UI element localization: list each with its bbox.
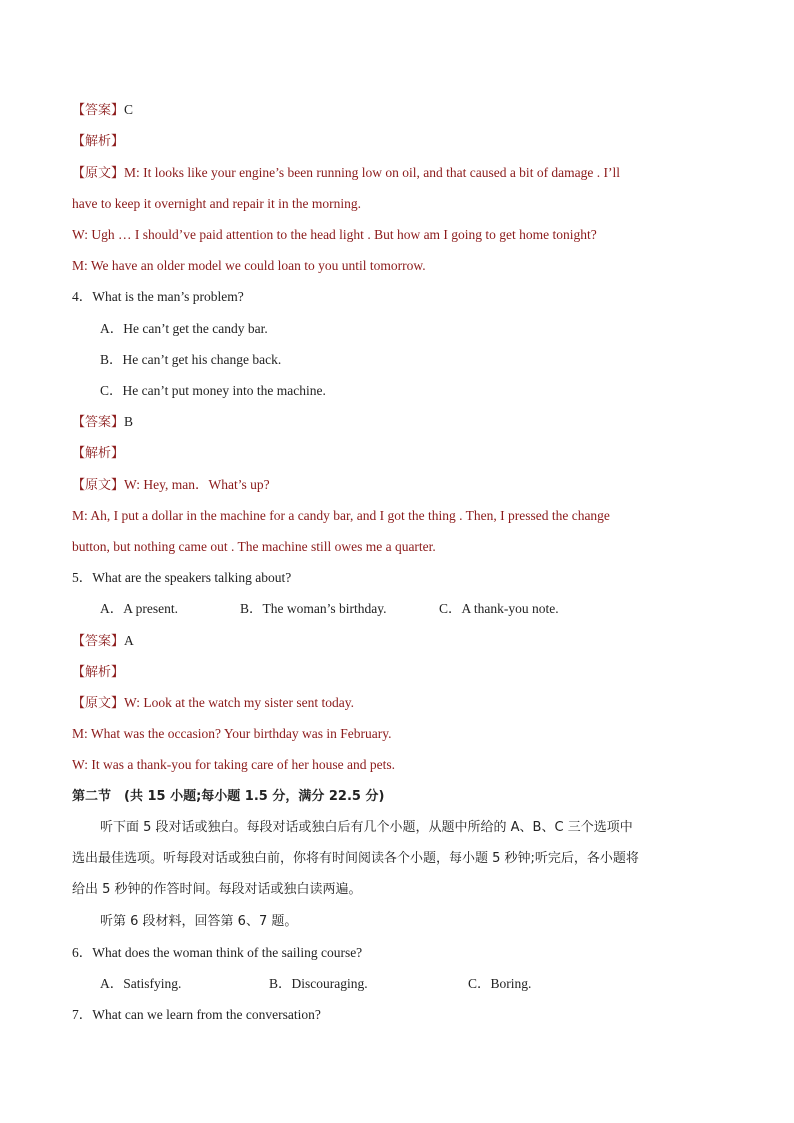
original-tag: 【原文】: [72, 478, 125, 493]
q5-transcript-line-1: [72, 694, 682, 713]
q5-options: [100, 600, 710, 618]
q5-option-b: B．The woman’s birthday.: [240, 601, 387, 616]
q5-analysis-line: [72, 663, 682, 682]
section-instructions-3: 给出 5 秒钟的作答时间。每段对话或独白读两遍。: [72, 882, 362, 897]
q7-question: 7．What can we learn from the conversation?: [72, 1007, 321, 1022]
q3-transcript-line-4: M: We have an older model we could loan to you until tomorrow.: [72, 258, 426, 273]
q4-transcript-line-2: M: Ah, I put a dollar in the machine for a candy bar, and I got the thing . Then, I pressed the change: [72, 508, 610, 523]
section-instructions-1: 听下面 5 段对话或独白。每段对话或独白后有几个小题，从题中所给的 A、B、C 三个选项中: [100, 820, 633, 835]
analysis-tag: 【解析】: [72, 446, 125, 461]
q3-transcript-line-3: W: Ugh … I should’ve paid attention to the head light . But how am I going to get home tonight?: [72, 227, 597, 242]
transcript-text: M: It looks like your engine’s been running low on oil, and that caused a bit of damage . I’ll: [124, 165, 621, 180]
q5-answer-line: [72, 632, 682, 651]
section-instructions-2: 选出最佳选项。听每段对话或独白前，你将有时间阅读各个小题，每小题 5 秒钟;听完后，各小题将: [72, 851, 639, 866]
q4-option-a: A．He can’t get the candy bar.: [100, 321, 268, 336]
q6-option-a: A．Satisfying.: [100, 976, 182, 991]
transcript-text: W: Hey, man．What’s up?: [124, 477, 270, 492]
q4-answer-line: [72, 413, 682, 432]
q4-question: 4．What is the man’s problem?: [72, 289, 244, 304]
q6-option-b: B．Discouraging.: [269, 976, 368, 991]
q6-options: [100, 975, 710, 993]
analysis-tag: 【解析】: [72, 665, 125, 680]
q3-answer-line: [72, 101, 682, 120]
q5-transcript-line-3: W: It was a thank-you for taking care of her house and pets.: [72, 757, 396, 772]
q4-analysis-line: [72, 444, 682, 463]
answer-value: A: [124, 633, 134, 648]
material-note: 听第 6 段材料，回答第 6、7 题。: [100, 914, 298, 929]
analysis-tag: 【解析】: [72, 134, 125, 149]
answer-tag: 【答案】: [72, 103, 125, 118]
q4-transcript-line-1: [72, 476, 682, 495]
q3-analysis-line: [72, 132, 682, 151]
q4-transcript-line-3: button, but nothing came out . The machine still owes me a quarter.: [72, 539, 436, 554]
q5-option-c: C．A thank-you note.: [439, 601, 559, 616]
answer-tag: 【答案】: [72, 415, 125, 430]
q4-option-c: C．He can’t put money into the machine.: [100, 383, 326, 398]
q5-question: 5．What are the speakers talking about?: [72, 570, 292, 585]
q3-transcript-line-1: [72, 164, 682, 183]
q6-option-c: C．Boring.: [468, 976, 532, 991]
answer-value: C: [124, 102, 134, 117]
q5-transcript-line-2: M: What was the occasion? Your birthday was in February.: [72, 726, 392, 741]
q6-question: 6．What does the woman think of the sailing course?: [72, 945, 363, 960]
original-tag: 【原文】: [72, 166, 125, 181]
answer-value: B: [124, 414, 134, 429]
q5-option-a: A．A present.: [100, 601, 178, 616]
q3-transcript-line-2: have to keep it overnight and repair it in the morning.: [72, 196, 362, 211]
q4-option-b: B．He can’t get his change back.: [100, 352, 282, 367]
section-heading: 第二节 (共 15 小题;每小题 1.5 分，满分 22.5 分): [72, 789, 385, 804]
transcript-text: W: Look at the watch my sister sent today.: [124, 695, 354, 710]
answer-tag: 【答案】: [72, 634, 125, 649]
original-tag: 【原文】: [72, 696, 125, 711]
